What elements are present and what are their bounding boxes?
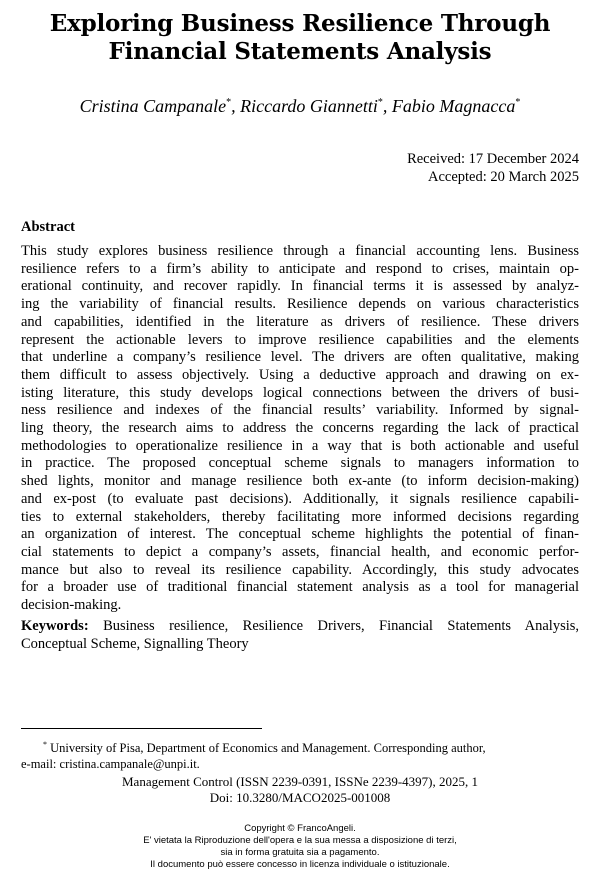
paper-title (20, 10, 580, 66)
abstract-line: methodologies to operationalize resilience in a way that is both actionable and useful (21, 437, 579, 454)
abstract-line: an organization of interest. The conceptual scheme highlights the potential of finan- (21, 526, 579, 543)
footnote-mark: * (43, 740, 47, 749)
abstract-line: and ex-post (to evaluate past decisions). Additionally, it signals resilience capabili- (21, 490, 579, 507)
keywords-text-line-1: Business resilience, Resilience Drivers, Financial Statements Analysis, (103, 618, 580, 634)
abstract-line: represent the actionable levers to improve resilience capabilities and the elements (21, 331, 579, 348)
journal-citation: Management Control (ISSN 2239-0391, ISSNe 2239-4397), 2025, 1 (121, 774, 479, 789)
abstract-heading: Abstract (21, 219, 75, 235)
abstract-line: shed lights, monitor and manage resilience both ex-ante (to inform decision-making) (21, 473, 579, 490)
copyright-line: Il documento può essere concesso in licenza individuale o istituzionale. (150, 859, 450, 870)
author-name: Riccardo Giannetti (240, 96, 378, 116)
footnote-affiliation: University of Pisa, Department of Economics and Management. Corresponding author, (50, 741, 486, 756)
abstract-line: cial statements to depict a company’s assets, financial health, and economic perfor- (21, 543, 579, 560)
affiliation-mark: * (377, 97, 383, 108)
abstract-line: resilience refers to a firm’s ability to anticipate and respond to crises, maintain op- (21, 260, 579, 277)
received-date: Received: 17 December 2024 (407, 151, 579, 167)
abstract-line: and capabilities, identified in the literature as drivers of resilience. These drivers (21, 313, 579, 330)
keywords-label: Keywords: (21, 618, 89, 634)
affiliation-mark: * (226, 97, 232, 108)
abstract-line: ties to external stakeholders, thereby facilitating more informed decisions regarding (21, 508, 579, 525)
abstract-line: This study explores business resilience through a financial accounting lens. Business (21, 243, 579, 259)
abstract-body (21, 243, 579, 615)
title-line-2: Financial Statements Analysis (108, 38, 492, 65)
abstract-line: that underline a company’s resilience level. The drivers are often qualitative, making (21, 349, 579, 366)
copyright-line: E' vietata la Riproduzione dell'opera e la sua messa a disposizione di terzi, (143, 835, 457, 846)
copyright-notice (20, 823, 580, 871)
footnote (21, 737, 579, 772)
accepted-date: Accepted: 20 March 2025 (428, 169, 579, 185)
abstract-line: in practice. The proposed conceptual scheme signals to managers information to (21, 455, 579, 472)
abstract-line: ing the variability of financial results. Resilience depends on various characteristics (21, 296, 579, 313)
journal-doi: Doi: 10.3280/MACO2025-001008 (209, 790, 391, 805)
author-name: Fabio Magnacca (391, 96, 516, 116)
abstract-line: ling theory, the research aims to address the concerns regarding the lack of practical (21, 420, 579, 437)
abstract-line: erational continuity, and recover rapidly. In financial terms it is assessed by analyz- (21, 278, 579, 295)
keywords-text-line-2: Conceptual Scheme, Signalling Theory (21, 636, 249, 652)
abstract-line: ness resilience and indexes of the financial results’ variability. Informed by signal- (21, 402, 579, 419)
keywords-section (21, 617, 579, 653)
title-line-1: Exploring Business Resilience Through (49, 10, 551, 37)
footnote-email: e-mail: cristina.campanale@unpi.it. (21, 757, 200, 772)
author-list: Cristina Campanale*, Riccardo Giannetti*, Fabio Magnacca* (79, 96, 521, 116)
affiliation-mark: * (515, 97, 521, 108)
abstract-line: mance but also to reveal its resilience capability. Accordingly, this study advocates (21, 561, 579, 578)
footnote-divider (21, 728, 262, 729)
author-name: Cristina Campanale (79, 96, 227, 116)
abstract-line: isting literature, this study develops logical connections between the drivers of busi- (21, 384, 579, 401)
abstract-line: decision-making. (21, 597, 122, 614)
copyright-line: sia in forma gratuita sia a pagamento. (220, 847, 380, 858)
submission-dates (407, 150, 579, 186)
abstract-line: them difficult to assess objectively. Using a deductive approach and drawing on ex- (21, 366, 579, 383)
abstract-line: for a broader use of traditional financial statement analysis as a tool for managerial (21, 579, 579, 596)
journal-info (20, 774, 580, 806)
copyright-line: Copyright © FrancoAngeli. (244, 823, 356, 834)
